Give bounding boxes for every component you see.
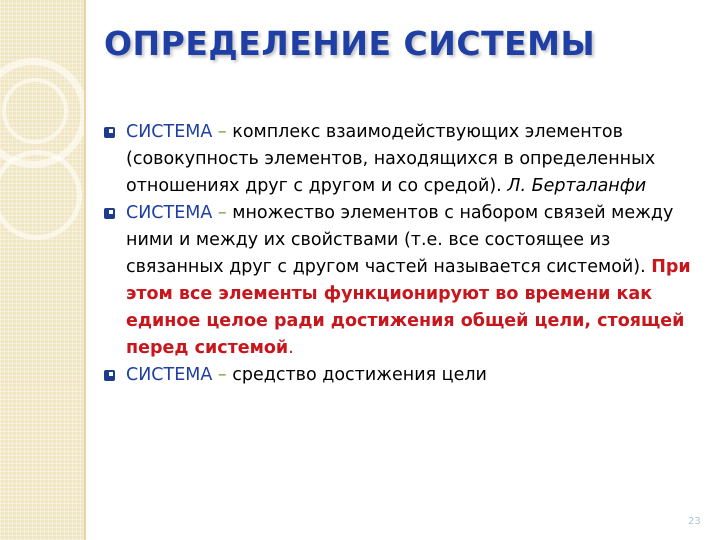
list-item [104,200,704,362]
checkbox-square-icon [104,127,115,138]
list-item [104,362,704,389]
term-label: СИСТЕМА [126,365,213,385]
definition-text: множество элементов с набором связей между ними и между их свойствами (т.е. все состоящее из связанных друг с другом частей называется системой). [126,203,674,277]
checkbox-square-icon [104,370,115,381]
definition-text: комплекс взаимодействующих элементов (совокупность элементов, находящихся в определенных отношениях друг с другом и со средой). [126,122,656,196]
term-label: СИСТЕМА [126,203,213,223]
list-item [104,119,704,200]
dash-separator: – [212,203,233,223]
highlight-text: При этом все элементы функционируют во времени как единое целое ради достижения общей цели, стоящей перед системой [126,257,691,358]
page-number: 23 [688,516,701,527]
dash-separator: – [212,365,233,385]
sidebar-divider [84,0,86,540]
checkbox-square-icon [104,208,115,219]
dash-separator: – [212,122,233,142]
decorative-circle [0,150,82,240]
term-label: СИСТЕМА [126,122,213,142]
decorative-circle [2,78,68,144]
slide-title: ОПРЕДЕЛЕНИЕ СИСТЕМЫ [104,24,596,63]
definition-list [104,119,704,389]
author-name: Л. Берталанфи [507,176,647,196]
end-period: . [288,338,294,358]
definition-text: средство достижения цели [232,365,487,385]
decorative-sidebar [0,0,84,540]
